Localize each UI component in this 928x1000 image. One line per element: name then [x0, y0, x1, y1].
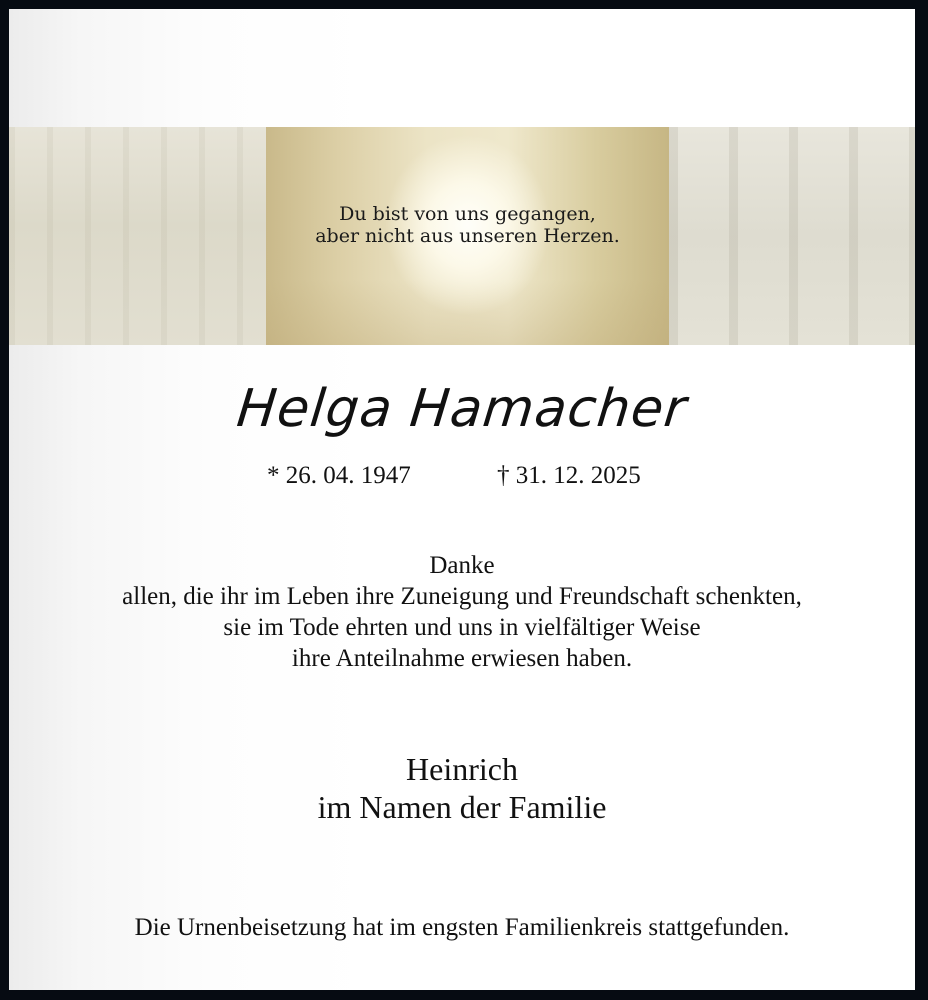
- deceased-name: Helga Hamacher: [234, 379, 690, 439]
- thanks-line-2: allen, die ihr im Leben ihre Zuneigung und Freundschaft schenkten,: [122, 583, 802, 610]
- signature-name: Heinrich: [406, 751, 518, 787]
- forest-path-photo: [266, 127, 669, 345]
- obituary-card: [9, 9, 915, 990]
- forest-photo-left-faded: [9, 127, 266, 345]
- forest-photo-band: [9, 127, 915, 345]
- signature: [9, 750, 915, 826]
- thanks-line-1: Danke: [429, 552, 495, 579]
- memorial-quote: [266, 203, 669, 247]
- forest-photo-right-faded: [669, 127, 915, 345]
- birth-date: * 26. 04. 1947: [267, 462, 411, 489]
- death-date: † 31. 12. 2025: [497, 462, 641, 489]
- burial-note: Die Urnenbeisetzung hat im engsten Familienkreis stattgefunden.: [134, 914, 790, 941]
- quote-line-1: Du bist von uns gegangen,: [339, 203, 596, 225]
- quote-line-2: aber nicht aus unseren Herzen.: [315, 225, 620, 247]
- thank-you-text: [9, 550, 915, 674]
- signature-family: im Namen der Familie: [317, 789, 607, 825]
- thanks-line-3: sie im Tode ehrten und uns in vielfältiger Weise: [223, 614, 701, 641]
- thanks-line-4: ihre Anteilnahme erwiesen haben.: [291, 645, 633, 672]
